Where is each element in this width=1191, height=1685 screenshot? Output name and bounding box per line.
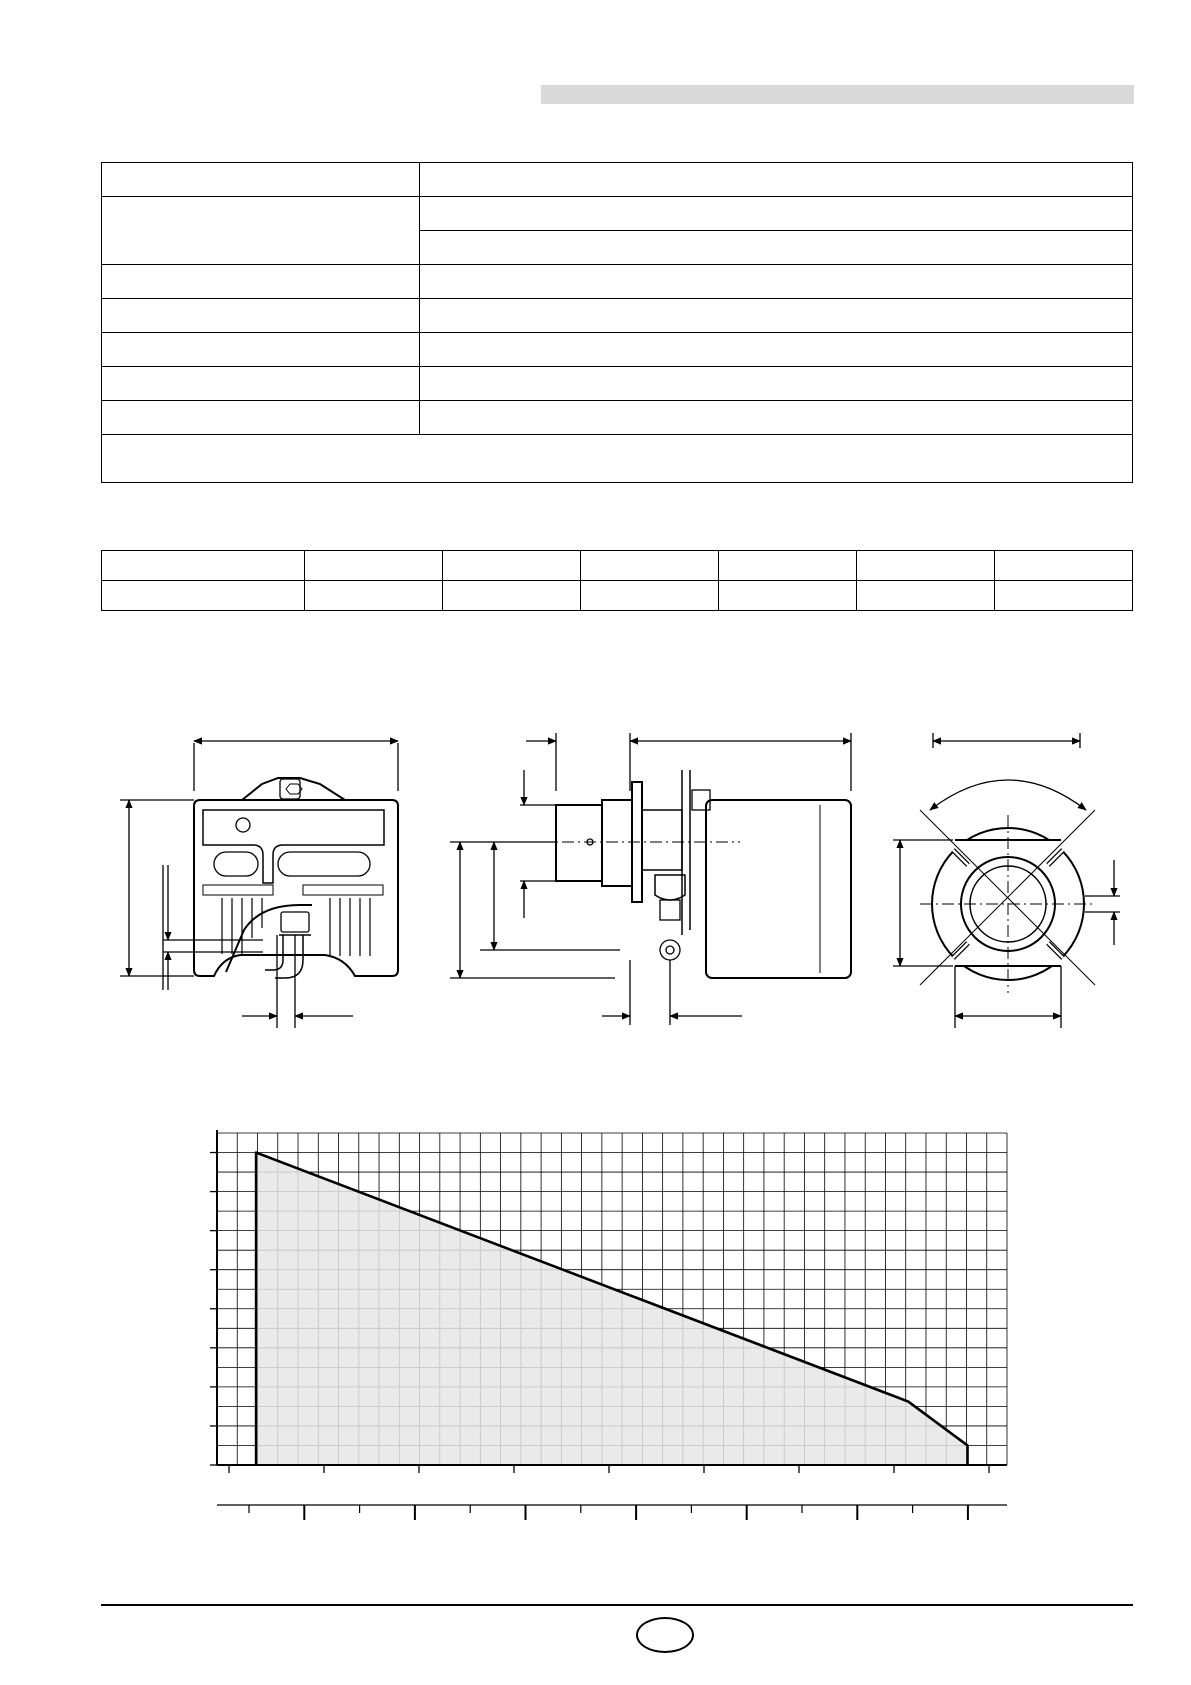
footer-rule	[101, 1604, 1133, 1606]
page-number-badge	[636, 1617, 694, 1653]
